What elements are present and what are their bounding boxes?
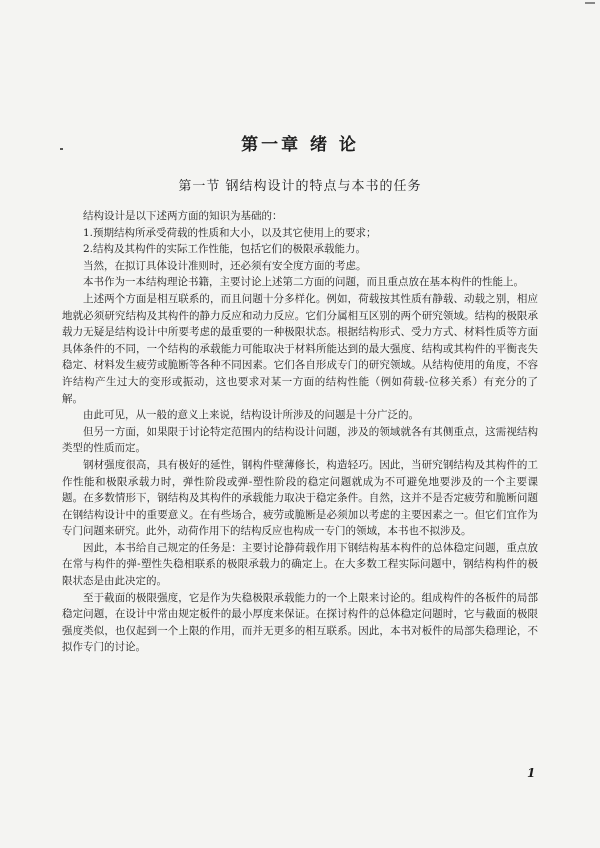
paragraph: 因此，本书给自己规定的任务是：主要讨论静荷载作用下钢结构基本构件的总体稳定问题，重点放在常与构件的弹-塑性失稳相联系的极限承载力的确定上。在大多数工程实际问题中，钢结构构件的极限状态是由此决定的。 [62,541,538,588]
section-title: 第一节 钢结构设计的特点与本书的任务 [178,179,422,194]
paragraph: 结构设计是以下述两方面的知识为基础的： [83,210,283,222]
paragraph: 2.结构及其构件的实际工作性能，包括它们的极限承载能力。 [83,243,367,256]
paragraph: 上述两个方面是相互联系的，而且问题十分多样化。例如，荷载按其性质有静载、动载之别，相应地就必须研究结构及其构件的静力反应和动力反应。它们分属相互区别的两个研究领域。结构的极限承载力无疑是结构设计中所要考虑的最重要的一种极限状态。根据结构形式、受力方式、材料性质等方面具体条件的不同，一个结构的承载能力可能取决于材料所能达到的最大强度、结构或其构件的平衡丧失稳定、材料发生疲劳或脆断等各种不同因素。它们各自形成专门的研究领域。从结构使用的角度，不容许结构产生过大的变形或振动，这也要求对某一方面的结构性能（例如荷载-位移关系）有充分的了解。 [62,292,538,405]
chapter-title: 第一章 绪 论 [241,135,359,155]
body-text [62,208,538,656]
scan-artifact [585,2,595,4]
paragraph: 但另一方面，如果限于讨论特定范围内的结构设计问题，涉及的领域就各有其侧重点，这需视结构类型的性质而定。 [62,425,538,455]
paragraph: 1.预期结构所承受荷载的性质和大小，以及其它使用上的要求； [83,226,377,239]
paragraph: 本书作为一本结构理论书籍，主要讨论上述第二方面的问题，而且重点放在基本构件的性能上。 [83,276,524,289]
paragraph: 至于截面的极限强度，它是作为失稳极限承载能力的一个上限来讨论的。组成构件的各板件的局部稳定问题，在设计中常由规定板件的最小厚度来保证。在探讨构件的总体稳定问题时，它与截面的极限强度类似，也仅起到一个上限的作用，而并无更多的相互联系。因此，本书对板件的局部失稳理论，不拟作专门的讨论。 [62,591,538,654]
page-number: 1 [527,766,536,780]
paragraph: 当然，在拟订具体设计准则时，还必须有安全度方面的考虑。 [83,259,367,272]
paragraph: 由此可见，从一般的意义上来说，结构设计所涉及的问题是十分广泛的。 [83,409,419,422]
paragraph: 钢材强度很高，具有极好的延性，钢构件壁薄修长，构造轻巧。因此，当研究钢结构及其构件的工作性能和极限承载力时，弹性阶段或弹-塑性阶段的稳定问题就成为不可避免地要涉及的一个主要课题。在多数情形下，钢结构及其构件的承载能力取决于稳定条件。自然，这并不是否定疲劳和脆断问题在钢结构设计中的重要意义。在有些场合，疲劳或脆断是必须加以考虑的主要因素之一。但它们宜作为专门问题来研究。此外，动荷作用下的结构反应也构成一专门的领域，本书也不拟涉及。 [62,458,538,538]
